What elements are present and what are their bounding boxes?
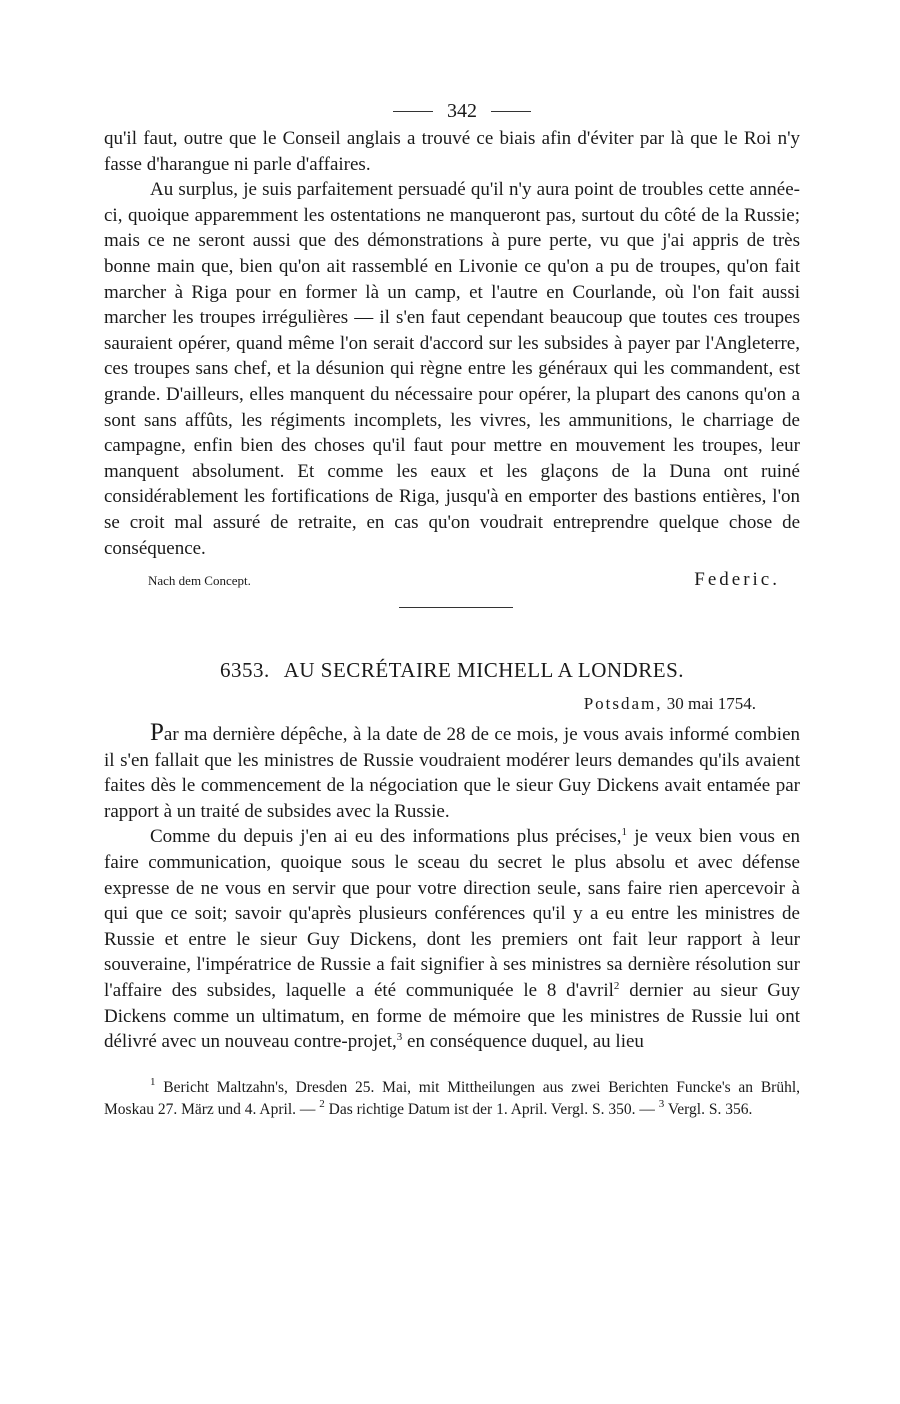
letter-paragraph-2-part-d: en conséquence duquel, au lieu	[402, 1031, 644, 1053]
footnote-ref-1: 1	[621, 826, 628, 839]
footnote-ref-3: 3	[396, 1031, 403, 1044]
letter-paragraph-2-part-b: je veux bien vous en faire communication, quoique sous le sceau du secret le plus absolu et avec défense expresse de ne vous en servir que pour votre direction seule, sans faire rien apercevoir à qui que ce soit; savoir qu'après plusieurs conférences qu'il y a eu entre les ministres de Russie et entre le sieur Guy Dickens, dont les premiers ont fait leur rapport à leur souveraine, l'impératrice de Russie a fait signifier à ses ministres sa dernière résolution sur l'affaire des subsides, laquelle a été communiquée le 8 d'avril	[104, 826, 801, 1002]
footnote-3-text: Vergl. S. 356.	[664, 1100, 753, 1118]
continuation-paragraph-2: Au surplus, je suis parfaitement persuadé qu'il n'y aura point de troubles cette année-ci, quoique apparemment les ostentations ne manqueront pas, surtout du côté de la Russie; mais ce ne seront aussi que des démonstrations à pure perte, vu que j'ai appris de très bonne main que, bien qu'on ait rassemblé en Livonie ce qu'on a pu de troupes, qu'on fait marcher à Riga pour en former là un camp, et l'autre en Courlande, où l'on fait aussi marcher les troupes irrégulières — il s'en faut cependant beaucoup que toutes ces troupes sauraient opérer, quand même l'on serait d'accord sur les subsides à payer par l'Angleterre, ces troupes sans chef, et la désunion qui règne entre les généraux qui les commandent, est grande. D'ailleurs, elles manquent du nécessaire pour opérer, la plupart des canons qu'on a sont sans affûts, les régiments incomplets, les vivres, les ammunitions, le charriage de campagne, enfin bien des choses qu'il faut pour mettre en mouvement les troupes, leur manquent absolument. Et comme les eaux et les glaçons de la Duna ont ruiné considérablement les fortifications de Riga, jusqu'à en emporter des bastions entières, l'on se croit mal assuré de retraite, en cas qu'on voudrait entreprendre quelque chose de conséquence.	[104, 179, 800, 559]
initial-letter: P	[150, 719, 164, 747]
letter-paragraph-2-part-c: dernier au sieur Guy Dickens comme un ultimatum, en forme de mémoire que les ministres de Russie lui ont délivré avec un nouveau contre-projet,	[104, 980, 800, 1053]
letter-number: 6353.	[219, 658, 270, 683]
footnote-marker-3: 3	[658, 1097, 665, 1110]
letter-title: AU SECRÉTAIRE MICHELL A LONDRES.	[283, 658, 685, 683]
dateline-date: 30 mai 1754.	[666, 694, 756, 714]
footnote-marker-1: 1	[150, 1075, 156, 1088]
header-rule-right	[491, 111, 531, 112]
header-rule-left	[393, 111, 433, 112]
letter-paragraph-1-text: ar ma dernière dépêche, à la date de 28 de ce mois, je vous avais informé combien il s'en fallait que les ministres de Russie voudraient modérer leurs demandes qu'ils avaient faites dès le commencement de la négociation que le sieur Guy Dickens avait entamée par rapport à un traité de subsides avec la Russie.	[104, 724, 800, 822]
page	[104, 96, 800, 1121]
continuation-paragraph-1: qu'il faut, outre que le Conseil anglais a trouvé ce biais afin d'éviter par là que le Roi n'y fasse d'harangue ni parle d'affaires.	[104, 128, 800, 175]
footnote-ref-2: 2	[613, 980, 620, 993]
footnote-2-text: Das richtige Datum ist der 1. April. Vergl. S. 350. —	[324, 1100, 659, 1118]
footnotes	[104, 1077, 800, 1121]
footnote-1-text: Bericht Maltzahn's, Dresden 25. Mai, mit Mittheilungen aus zwei Berichten Funcke's an Brühl, Moskau 27. März und 4. April. —	[104, 1078, 800, 1118]
dateline	[104, 694, 800, 720]
signature-row	[104, 569, 800, 591]
source-note: Nach dem Concept.	[148, 573, 251, 589]
footnote-marker-2: 2	[319, 1097, 325, 1110]
signature: Federic.	[694, 569, 780, 591]
section-divider	[399, 607, 513, 608]
page-header	[124, 96, 800, 126]
page-number: 342	[447, 99, 477, 122]
letter-paragraph-1	[104, 720, 800, 824]
footnote-block	[104, 1077, 800, 1121]
letter-paragraph-2	[104, 824, 800, 1054]
dateline-place: Potsdam,	[583, 694, 663, 714]
letter-heading	[104, 658, 800, 688]
letter-paragraph-2-part-a: Comme du depuis j'en ai eu des informations plus précises,	[150, 826, 622, 848]
